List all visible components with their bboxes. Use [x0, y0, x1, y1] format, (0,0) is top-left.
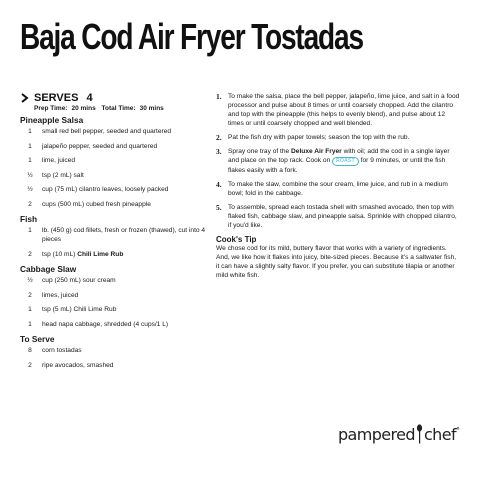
section-title: Pineapple Salsa: [20, 115, 84, 125]
step-body: for 9 minutes, or until the fish flakes easily with a fork.: [228, 157, 446, 174]
step-number: 5.: [216, 202, 222, 212]
ingredient-row: [20, 156, 210, 165]
direction-steps: [216, 92, 460, 230]
step-text: [228, 147, 460, 175]
ingredient-qty: ½: [27, 186, 33, 193]
ingredient-qty: 1: [28, 128, 32, 135]
step-body: with oil; add the cod in a single layer and place on the top rack. Cook on: [228, 148, 450, 164]
ingredient-text: [40, 200, 210, 209]
step-text: [228, 133, 460, 142]
ingredient-qty: 1: [28, 306, 32, 313]
serves-row: [20, 92, 210, 104]
ingredient-desc: limes, juiced: [42, 291, 79, 299]
ingredient-row: [20, 346, 210, 355]
step-number: 2.: [216, 133, 222, 142]
ingredient-row: [20, 171, 210, 180]
step-body: To make the salsa, place the bell pepper, jalapeño, lime juice, and salt in a food processor and pulse about 8 times or until coarsely chopped. Add the cilantro and top with the pineapple (this helps to evenly blend), and pulse about 12 times or until coarsely chopped and well blended.: [228, 93, 460, 127]
ingredient-text: [40, 226, 210, 244]
step-number: 1.: [216, 92, 222, 101]
step-number: 3.: [216, 147, 222, 156]
ingredient-text: [40, 185, 210, 194]
cooks-tip-title: Cook's Tip: [216, 234, 257, 244]
direction-step: [216, 147, 460, 175]
step-text: [228, 180, 460, 198]
recipe-title: Baja Cod Air Fryer Tostadas: [20, 16, 363, 57]
ingredient-desc: lb. (450 g) cod fillets, fresh or frozen (thawed), cut into 4 pieces: [42, 227, 206, 243]
ingredient-text: [40, 346, 210, 355]
ingredient-row: [20, 320, 210, 329]
ingredient-qty: 1: [28, 227, 32, 234]
ingredient-row: [20, 291, 210, 300]
ingredient-row: [20, 127, 210, 136]
ingredient-text: [40, 250, 210, 259]
ingredient-qty: 1: [28, 157, 32, 164]
logo-suffix: °: [456, 426, 460, 435]
ingredient-qty: ½: [27, 277, 33, 284]
step-product: Deluxe Air Fryer: [291, 148, 342, 155]
ingredient-qty: 1: [28, 320, 32, 328]
chevron-right-icon: [20, 93, 30, 103]
direction-step: [216, 92, 460, 128]
ingredients-column: [20, 92, 210, 375]
ingredient-desc: head napa cabbage, shredded (4 cups/1 L): [42, 320, 169, 328]
ingredient-qty: 2: [28, 250, 32, 258]
ingredient-desc: cup (75 mL) cilantro leaves, loosely packed: [42, 186, 169, 193]
step-body: To make the slaw, combine the sour cream, lime juice, and rub in a medium bowl; fold in the cabbage.: [228, 180, 448, 197]
ingredient-qty: ½: [27, 171, 33, 179]
logo-text-right: chef: [423, 425, 456, 444]
total-time-value: 30 mins: [139, 105, 164, 112]
ingredient-qty: 2: [28, 200, 32, 208]
ingredient-desc: jalapeño pepper, seeded and quartered: [42, 142, 158, 150]
step-number: 4.: [216, 179, 222, 189]
direction-step: [216, 203, 460, 230]
ingredient-text: [40, 171, 210, 180]
section-title: To Serve: [20, 334, 55, 344]
ingredient-qty: 8: [28, 347, 32, 354]
ingredient-text: [40, 142, 210, 151]
ingredient-qty: 2: [28, 361, 32, 369]
ingredient-desc: tsp (10 mL): [42, 250, 78, 258]
ingredient-row: [20, 200, 210, 209]
roast-setting-badge: ROAST: [332, 157, 359, 166]
ingredient-row: [20, 185, 210, 194]
ingredient-row: [20, 226, 210, 244]
pampered-chef-logo: [338, 424, 459, 444]
step-body: To assemble, spread each tostada shell with smashed avocado, then top with flaked fish, cabbage slaw, and pineapple salsa. Sprinkle with chopped cilantro, if you'd like.: [228, 203, 457, 229]
step-body: Pat the fish dry with paper towels; season the top with the rub.: [228, 134, 410, 141]
ingredient-sections: [20, 115, 210, 370]
ingredient-desc: small red bell pepper, seeded and quartered: [42, 128, 172, 135]
section-title: Cabbage Slaw: [20, 264, 77, 274]
ingredient-row: [20, 276, 210, 285]
ingredient-row: [20, 305, 210, 314]
time-row: [34, 105, 210, 112]
ingredient-qty: 2: [28, 291, 32, 299]
step-body: Spray one tray of the: [228, 148, 292, 155]
ingredient-desc: ripe avocados, smashed: [42, 361, 114, 369]
cooks-tip-text: We chose cod for its mild, buttery flavor that works with a variety of ingredients. And, we like how it flakes into juicy, bite-sized pieces. Because it's a saltwater fish, it can have a slightly salty flavor. If you prefer, you can substitute tilapia or another mild white fish.: [216, 244, 457, 279]
ingredient-desc: corn tostadas: [42, 347, 82, 354]
serves-label: SERVES: [34, 92, 79, 104]
prep-time-label: Prep Time:: [34, 105, 68, 112]
section-title: Fish: [20, 214, 38, 224]
ingredient-desc: tsp (2 mL) salt: [42, 171, 84, 179]
ingredient-product: Chili Lime Rub: [77, 250, 124, 258]
prep-time-value: 20 mins: [71, 105, 96, 112]
total-time-label: Total Time:: [101, 105, 136, 112]
ingredient-text: [40, 291, 210, 300]
ingredient-qty: 1: [28, 142, 32, 150]
ingredient-row: [20, 142, 210, 151]
ingredient-desc: cups (500 mL) cubed fresh pineapple: [42, 200, 151, 208]
serves-count: 4: [86, 92, 93, 104]
direction-step: [216, 180, 460, 198]
ingredient-row: [20, 250, 210, 259]
directions-column: [216, 92, 460, 280]
step-text: [228, 92, 460, 128]
logo-text-left: pampered: [338, 425, 415, 444]
ingredient-text: [40, 305, 210, 314]
ingredient-desc: cup (250 mL) sour cream: [42, 277, 116, 284]
step-text: [228, 203, 460, 230]
ingredient-desc: tsp (5 mL) Chili Lime Rub: [42, 306, 117, 313]
ingredient-text: [40, 127, 210, 136]
ingredient-text: [40, 156, 210, 165]
whisk-icon: [416, 424, 423, 444]
ingredient-desc: lime, juiced: [42, 157, 75, 164]
ingredient-text: [40, 276, 210, 285]
ingredient-row: [20, 361, 210, 370]
direction-step: [216, 133, 460, 142]
ingredient-text: [40, 320, 210, 329]
ingredient-text: [40, 361, 210, 370]
